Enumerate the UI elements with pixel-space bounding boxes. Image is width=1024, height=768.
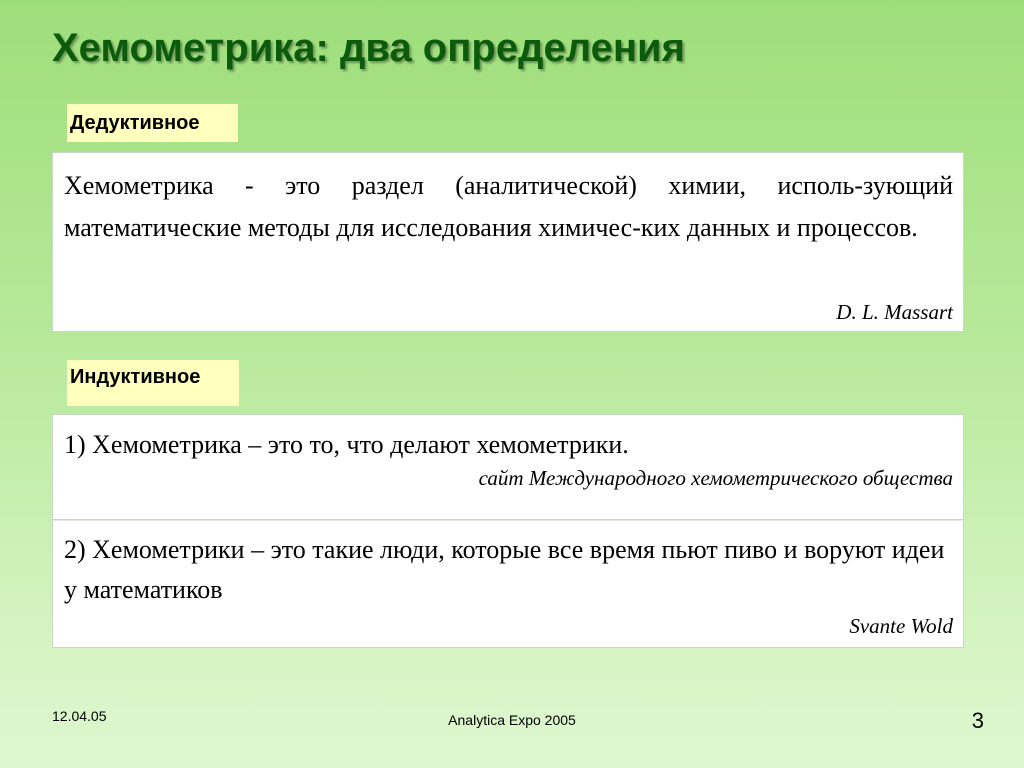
inductive-definition-1-source: сайт Международного хемометрического общества: [478, 466, 953, 490]
deductive-definition-text: Хемометрика - это раздел (аналитической) химии, исполь-зующий математические методы для исследования химичес-ких данных и процессов.: [64, 171, 953, 242]
deductive-author: D. L. Massart: [836, 300, 953, 324]
inductive-definition-1: [52, 414, 964, 520]
slide-title: Хемометрика: два определения: [52, 26, 685, 70]
inductive-label: Индуктивное: [67, 360, 239, 406]
deductive-label: Дедуктивное: [67, 104, 238, 142]
footer-date: 12.04.05: [52, 708, 107, 724]
inductive-definition-2-text: 2) Хемометрики – это такие люди, которые все время пьют пиво и воруют идеи у математиков: [64, 535, 945, 604]
footer-event: Analytica Expo 2005: [448, 712, 576, 728]
inductive-definition-2: [52, 520, 964, 648]
page-number: 3: [971, 708, 984, 733]
inductive-definition-1-text: 1) Хемометрика – это то, что делают хемометрики.: [64, 430, 629, 459]
deductive-definition-box: [52, 152, 964, 332]
inductive-definition-2-source: Svante Wold: [849, 614, 953, 638]
